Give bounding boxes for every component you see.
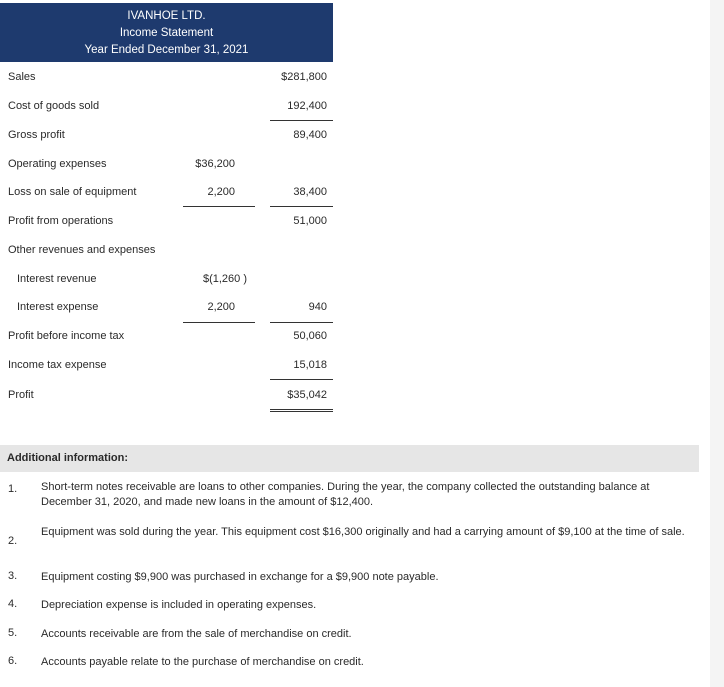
- row-label: Profit before income tax: [8, 330, 125, 342]
- note-number: 5.: [8, 627, 18, 639]
- row-label: Loss on sale of equipment: [8, 186, 137, 198]
- scrollbar-track[interactable]: [710, 0, 724, 687]
- additional-info-title: Additional information:: [7, 452, 128, 464]
- additional-info-bar: [0, 445, 699, 472]
- amount-detail: 2,200: [207, 301, 235, 313]
- note-number: 4.: [8, 598, 18, 610]
- amount-total: $35,042: [287, 389, 327, 401]
- statement-header: [0, 3, 333, 62]
- amount-total: $281,800: [281, 71, 327, 83]
- row-label: Other revenues and expenses: [8, 244, 156, 256]
- row-operating-expenses: [0, 150, 333, 178]
- row-label: Operating expenses: [8, 158, 107, 170]
- amount-detail: 2,200: [207, 186, 235, 198]
- row-label: Cost of goods sold: [8, 100, 100, 112]
- statement-title: Income Statement: [119, 27, 214, 39]
- row-profit: [0, 381, 333, 409]
- note-number: 2.: [8, 535, 18, 547]
- note-text: Accounts receivable are from the sale of merchandise on credit.: [41, 628, 352, 640]
- statement-period: Year Ended December 31, 2021: [84, 44, 249, 56]
- note-text: Depreciation expense is included in operating expenses.: [41, 599, 317, 611]
- row-label: Sales: [8, 71, 36, 83]
- row-other-revenues: [0, 236, 333, 264]
- double-underline: [270, 409, 333, 412]
- amount-total: 50,060: [293, 330, 327, 342]
- note-text: Short-term notes receivable are loans to other companies. During the year, the company collected the outstanding balance at December 31, 2020, and made new loans in the amount of $12,400.: [41, 481, 650, 508]
- row-interest-expense: [0, 293, 333, 321]
- row-label: Interest revenue: [17, 273, 97, 285]
- row-income-tax: [0, 351, 333, 379]
- amount-total: 15,018: [293, 359, 327, 371]
- note-text: Accounts payable relate to the purchase of merchandise on credit.: [41, 656, 364, 668]
- note-text: Equipment was sold during the year. This equipment cost $16,300 originally and had a carrying amount of $9,100 at the time of sale.: [41, 526, 685, 538]
- amount-total: 89,400: [293, 129, 327, 141]
- row-label: Income tax expense: [8, 359, 107, 371]
- amount-total: 940: [308, 301, 327, 313]
- row-label: Profit: [8, 389, 34, 401]
- row-cogs: [0, 92, 333, 120]
- row-label: Interest expense: [17, 301, 99, 313]
- row-profit-before-tax: [0, 322, 333, 350]
- row-gross-profit: [0, 121, 333, 149]
- note-number: 6.: [8, 655, 18, 667]
- company-name: IVANHOE LTD.: [127, 10, 206, 22]
- amount-detail: $36,200: [195, 158, 235, 170]
- amount-total: 51,000: [293, 215, 327, 227]
- row-sales: [0, 63, 333, 91]
- underline: [270, 379, 333, 380]
- row-label: Profit from operations: [8, 215, 114, 227]
- row-loss-on-sale: [0, 178, 333, 206]
- amount-total: 38,400: [293, 186, 327, 198]
- note-text: Equipment costing $9,900 was purchased in exchange for a $9,900 note payable.: [41, 571, 439, 583]
- amount-detail: $(1,260 ): [202, 273, 247, 285]
- row-label: Gross profit: [8, 129, 65, 141]
- note-number: 3.: [8, 570, 18, 582]
- amount-total: 192,400: [287, 100, 327, 112]
- row-profit-from-operations: [0, 207, 333, 235]
- note-number: 1.: [8, 483, 18, 495]
- row-interest-revenue: [0, 265, 333, 293]
